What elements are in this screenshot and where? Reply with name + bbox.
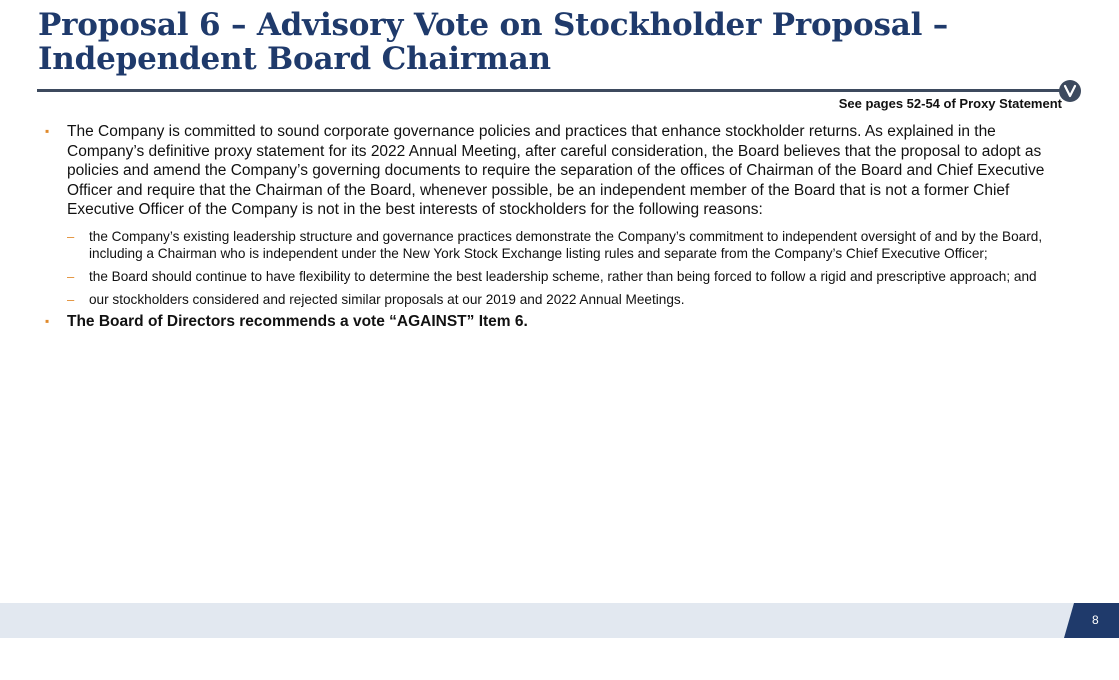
dash-marker: – [67, 291, 75, 307]
sub-bullet-flexibility [45, 268, 1065, 285]
footer-band [0, 603, 1119, 638]
bullet-text: The Company is committed to sound corporate governance policies and practices that enhance stockholder returns. As explained in the Company’s definitive proxy statement for its 2022 Annual Meeting, after careful consideration, the Board believes that the proposal to adopt as policies and amend the Company’s governing documents to require the separation of the offices of Chairman of the Board and Chief Executive Officer and require that the Chairman of the Board, whenever possible, be an independent member of the Board that is not a former Chief Executive Officer of the Company is not in the best interests of stockholders for the following reasons: [67, 123, 1045, 219]
dash-marker: – [67, 228, 75, 244]
bullet-marker: ▪ [45, 124, 50, 138]
v-logo-icon [1059, 80, 1081, 102]
bullet-recommendation [45, 312, 1065, 332]
slide-title: Proposal 6 – Advisory Vote on Stockholder Proposal – Independent Board Chairman [38, 7, 949, 77]
bullet-marker: ▪ [45, 313, 50, 328]
sub-bullet-prior-votes [45, 291, 1065, 308]
bullet-governance [45, 122, 1065, 220]
recommendation-text: The Board of Directors recommends a vote “AGAINST” Item 6. [67, 312, 528, 330]
sub-bullet-text: the Company’s existing leadership structure and governance practices demonstrate the Company’s commitment to independent oversight of and by the Board, including a Chairman who is independent under the New York Stock Exchange listing rules and separate from the Company’s Chief Executive Officer; [89, 228, 1043, 261]
title-divider [37, 89, 1064, 92]
sub-bullet-leadership [45, 228, 1065, 262]
sub-bullet-text: our stockholders considered and rejected similar proposals at our 2019 and 2022 Annual Meetings. [89, 291, 685, 307]
slide-body [45, 122, 1065, 332]
proxy-reference: See pages 52-54 of Proxy Statement [838, 96, 1062, 111]
sub-bullet-text: the Board should continue to have flexibility to determine the best leadership scheme, rather than being forced to follow a rigid and prescriptive approach; and [89, 268, 1037, 284]
dash-marker: – [67, 268, 75, 284]
page-number: 8 [1092, 613, 1099, 627]
